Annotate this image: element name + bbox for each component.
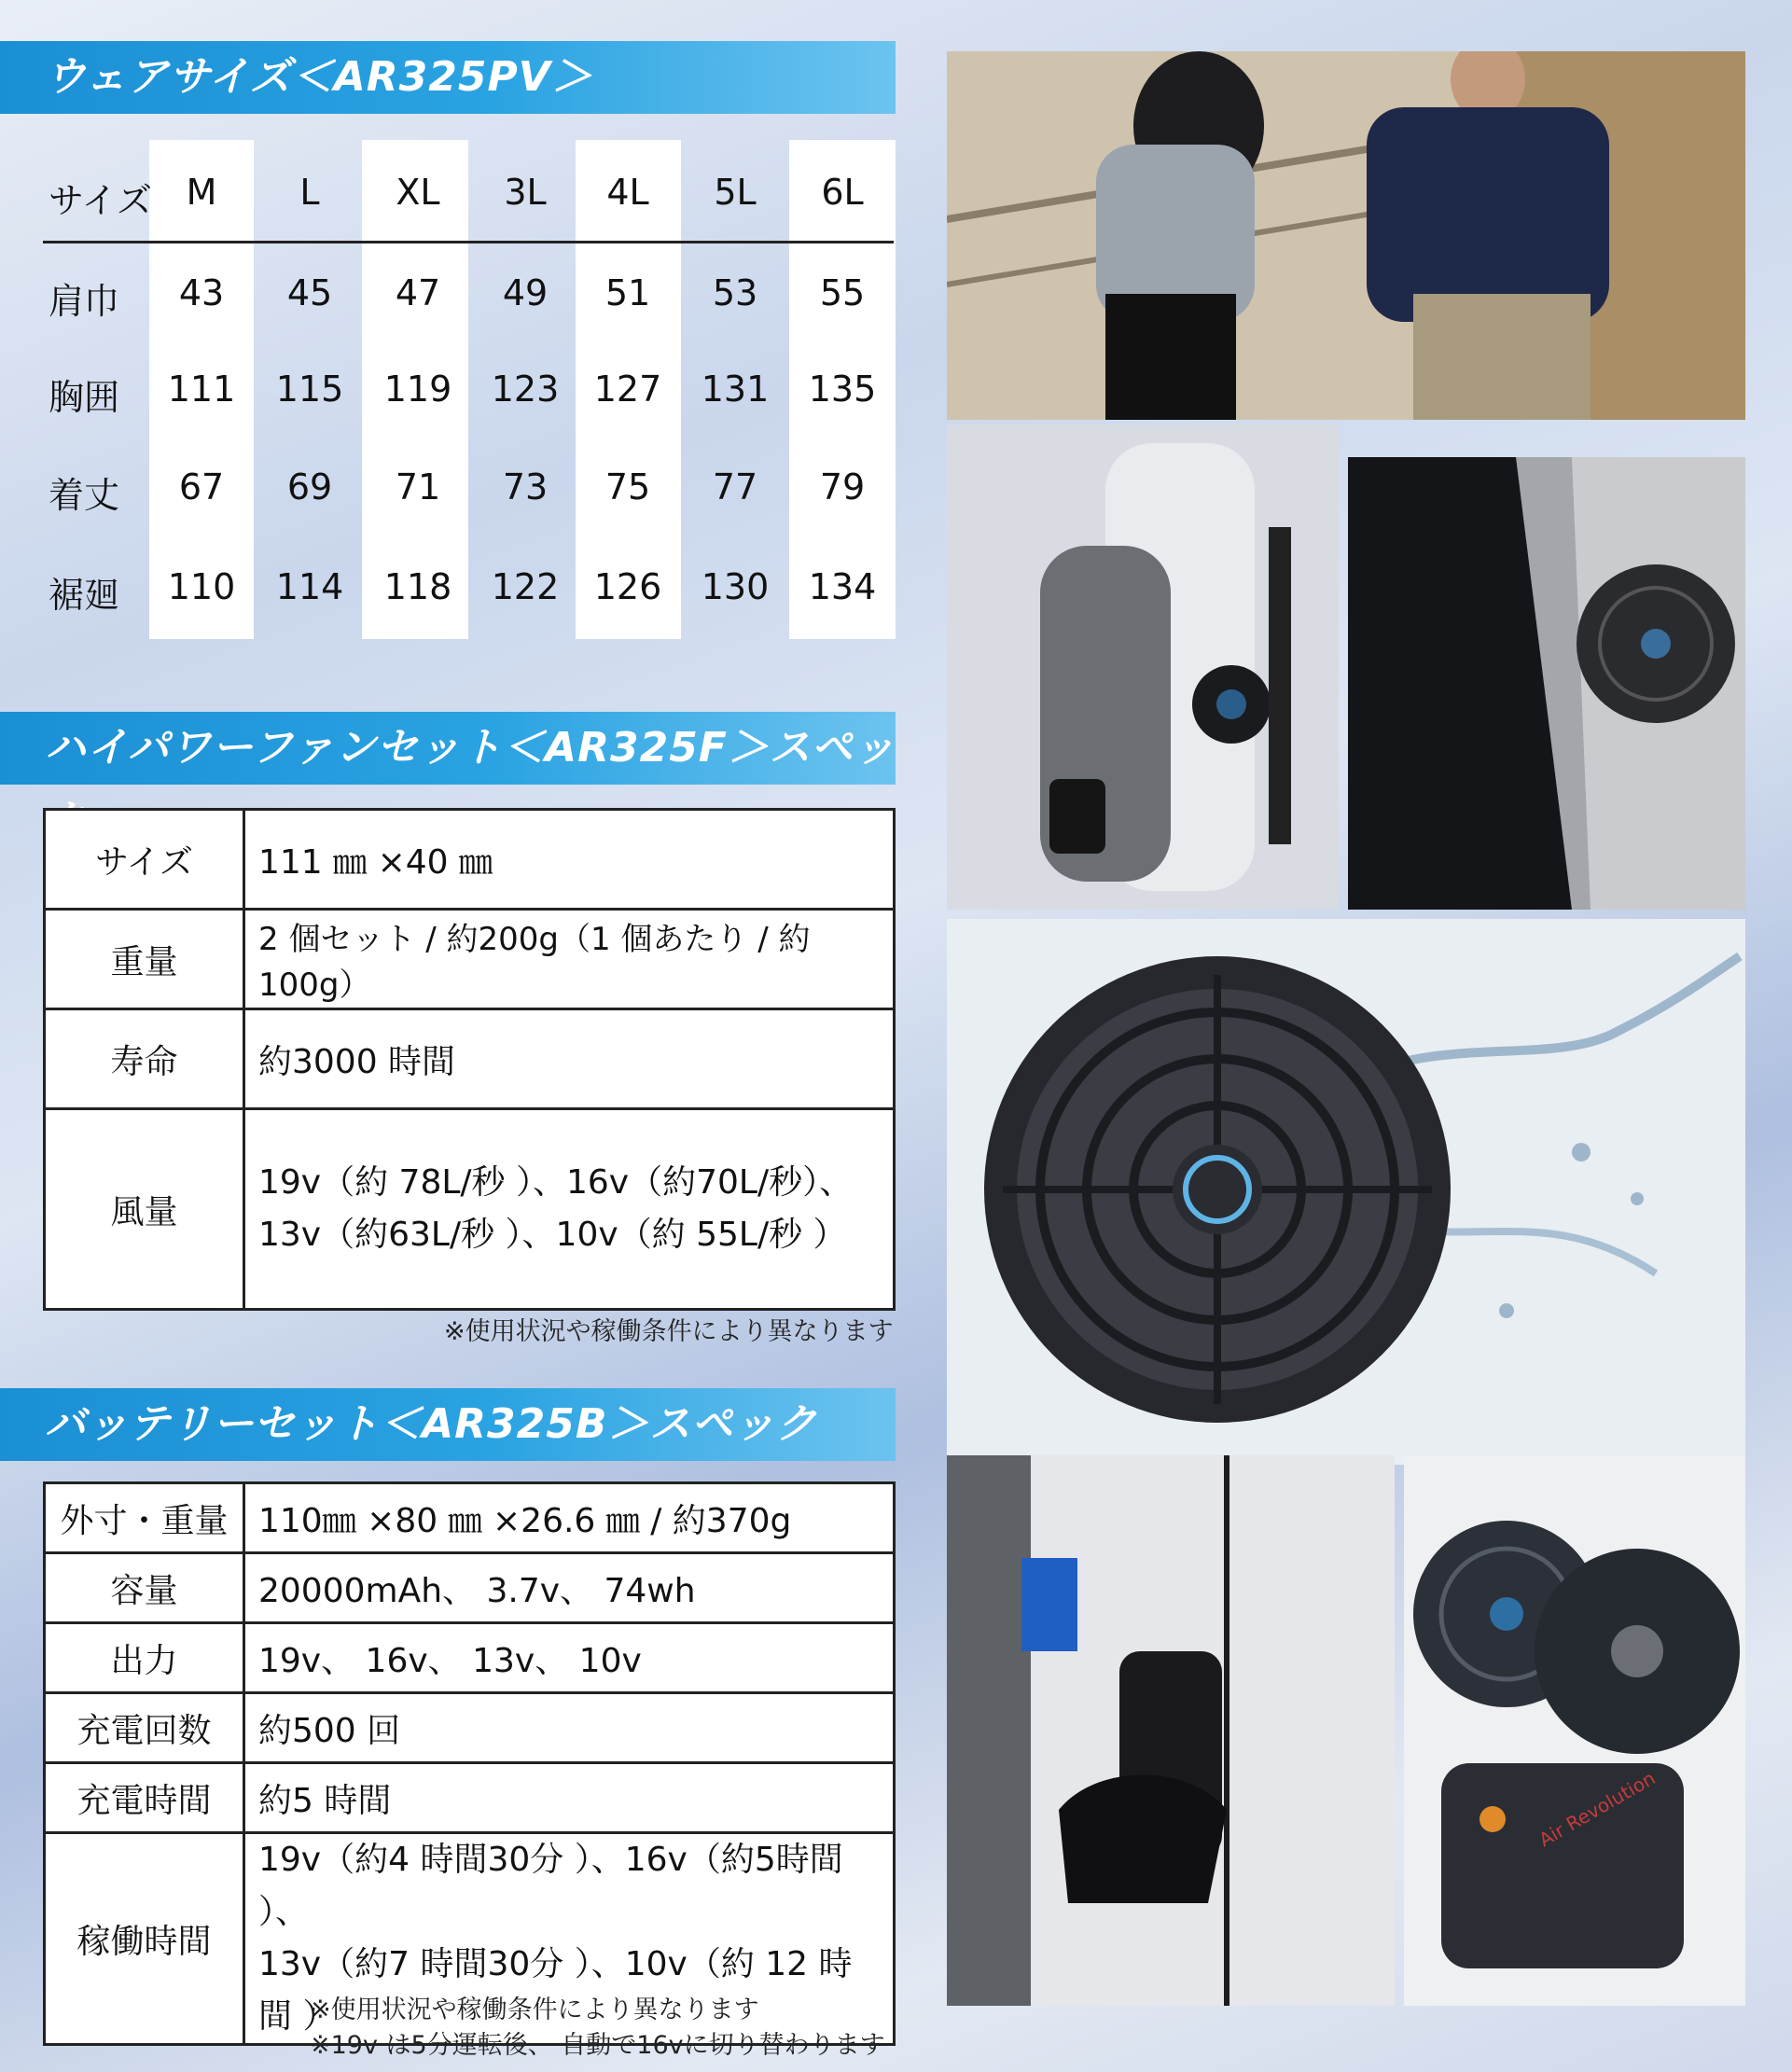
size-cell: 130 — [701, 566, 770, 607]
size-cell: 55 — [819, 272, 866, 313]
size-header: L — [299, 172, 320, 213]
size-cell: 134 — [808, 566, 877, 607]
size-header: M — [186, 172, 217, 213]
size-cell: 114 — [275, 566, 344, 607]
spec-value: 約5 時間 — [244, 1763, 895, 1833]
size-cell: 126 — [593, 566, 662, 607]
size-cell: 53 — [712, 272, 758, 313]
size-cell: 79 — [819, 466, 866, 508]
spec-row — [45, 1109, 895, 1310]
size-cell: 131 — [701, 369, 770, 410]
spec-row — [45, 1483, 895, 1553]
size-row-label: 裾廻 — [49, 575, 120, 616]
size-cell: 123 — [491, 369, 560, 410]
photo-fan-on-vest — [1348, 457, 1745, 910]
spec-label: 稼働時間 — [45, 1833, 244, 2045]
size-cell: 118 — [383, 566, 452, 607]
spec-value: 110㎜ ×80 ㎜ ×26.6 ㎜ / 約370g — [244, 1483, 895, 1553]
spec-value: 約3000 時間 — [244, 1009, 895, 1109]
fan-note: ※使用状況や稼働条件により異なります — [444, 1317, 894, 1346]
battery-note-2: ※19v は5分運転後、 自動で16vに切り替わります — [310, 2031, 885, 2060]
spec-value: 2 個セット / 約200g（1 個あたり / 約100g） — [244, 910, 895, 1009]
spec-row — [45, 1623, 895, 1693]
wear-size-table — [0, 140, 896, 639]
fan-spec-banner: ハイパワーファンセット＜AR325F＞スペッ — [0, 712, 896, 785]
size-cell: 47 — [395, 272, 441, 313]
spec-value: 約500 回 — [244, 1693, 895, 1763]
battery-spec-table — [43, 1481, 896, 2046]
spec-row — [45, 1009, 895, 1109]
size-cell: 43 — [178, 272, 225, 313]
size-row-label: 胸囲 — [49, 377, 120, 418]
size-header: XL — [396, 172, 440, 213]
spec-label: 風量 — [45, 1109, 244, 1310]
spec-label: 重量 — [45, 910, 244, 1009]
size-header: 3L — [504, 172, 547, 213]
size-cell: 115 — [275, 369, 344, 410]
spec-label: サイズ — [45, 810, 244, 910]
photo-fan-water-splash — [947, 919, 1745, 1465]
spec-label: 充電回数 — [45, 1693, 244, 1763]
spec-row — [45, 810, 895, 910]
size-cell: 49 — [502, 272, 549, 313]
size-header: 5L — [714, 172, 757, 213]
size-cell: 69 — [286, 466, 333, 508]
size-cell: 122 — [491, 566, 560, 607]
size-cell: 73 — [502, 466, 549, 508]
size-cell: 51 — [604, 272, 651, 313]
size-cell: 77 — [712, 466, 758, 508]
spec-label: 容量 — [45, 1553, 244, 1623]
spec-row — [45, 1763, 895, 1833]
size-cell: 75 — [604, 466, 651, 508]
size-cell: 111 — [167, 369, 236, 410]
product-logo-text: Air Revolution — [1535, 1766, 1660, 1852]
photo-vest-battery-pocket — [947, 1455, 1395, 2006]
wear-size-banner: ウェアサイズ＜AR325PV＞ — [0, 41, 896, 114]
spec-row — [45, 1553, 895, 1623]
size-header: 4L — [606, 172, 649, 213]
spec-label: 外寸・重量 — [45, 1483, 244, 1553]
size-cell: 71 — [395, 466, 441, 508]
photo-harness-worker — [947, 424, 1339, 910]
spec-label: 出力 — [45, 1623, 244, 1693]
spec-label: 寿命 — [45, 1009, 244, 1109]
spec-row — [45, 910, 895, 1009]
photo-fan-and-battery-product — [1404, 1455, 1745, 2006]
spec-value — [244, 1109, 895, 1310]
spec-value: 20000mAh、 3.7v、 74wh — [244, 1553, 895, 1623]
size-cell: 135 — [808, 369, 877, 410]
size-cell: 119 — [383, 369, 452, 410]
size-row-label: 着丈 — [49, 475, 120, 516]
spec-value: 111 ㎜ ×40 ㎜ — [244, 810, 895, 910]
spec-label: 充電時間 — [45, 1763, 244, 1833]
size-header-label: サイズ — [49, 180, 152, 221]
size-cell: 67 — [178, 466, 225, 508]
spec-value: 19v、 16v、 13v、 10v — [244, 1623, 895, 1693]
spec-value-line: 13v（約7 時間30分 ）、10v（約 12 時間 ） — [258, 1945, 853, 2036]
size-cell: 110 — [167, 566, 236, 607]
spec-row — [45, 1693, 895, 1763]
spec-value-line: 19v（約4 時間30分 ）、16v（約5時間 ）、 — [258, 1841, 843, 1931]
size-cell: 45 — [286, 272, 333, 313]
photo-people-stairs — [947, 51, 1745, 420]
spec-value-line: 19v（約 78L/秒 ）、16v（約70L/秒）、 — [258, 1163, 854, 1202]
size-header: 6L — [821, 172, 864, 213]
battery-spec-banner: バッテリーセット＜AR325B＞スペック — [0, 1388, 896, 1461]
size-row-label: 肩巾 — [49, 281, 120, 322]
size-header-divider — [43, 241, 894, 243]
spec-value-line: 13v（約63L/秒 ）、10v（約 55L/秒 ） — [258, 1216, 847, 1254]
battery-note-1: ※使用状況や稼働条件により異なります — [310, 1996, 759, 2024]
fan-spec-table — [43, 808, 896, 1311]
size-cell: 127 — [593, 369, 662, 410]
